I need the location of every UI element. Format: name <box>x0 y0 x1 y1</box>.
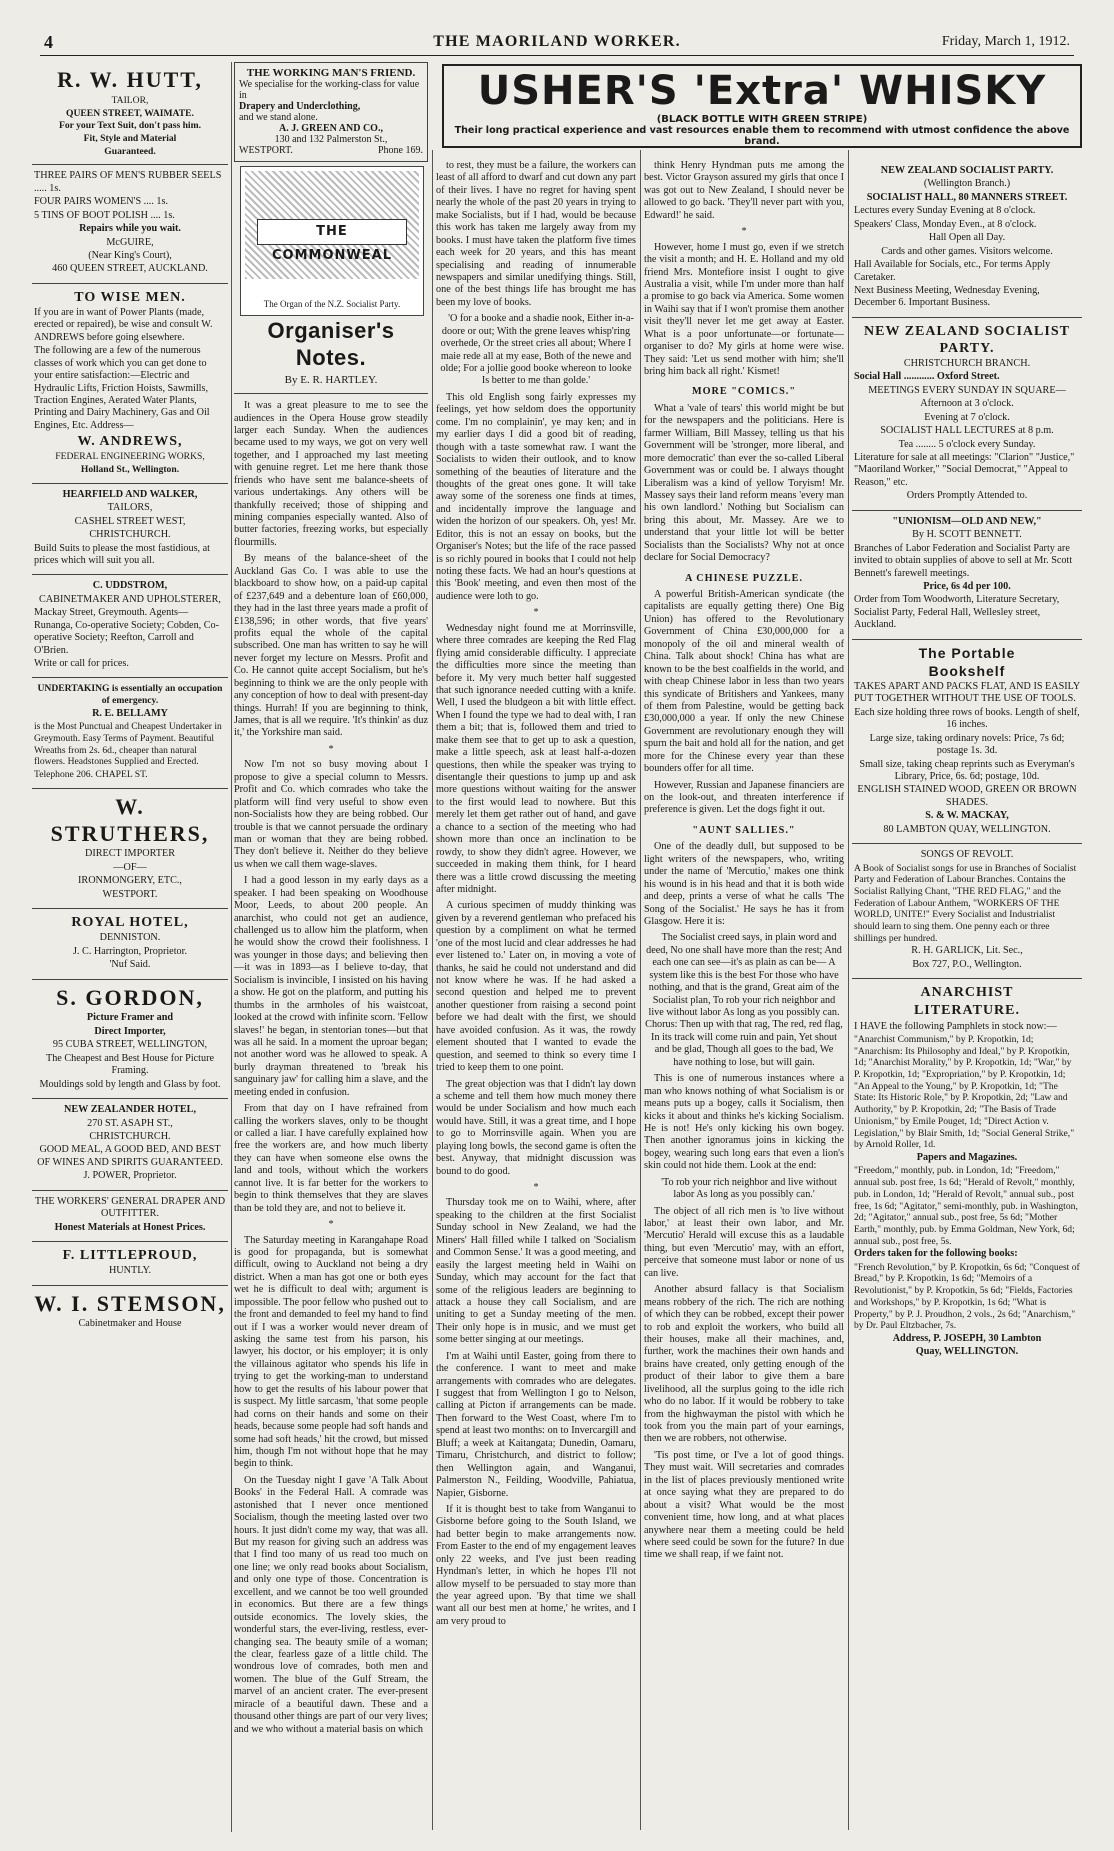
ad-stemson-name: W. I. STEMSON, <box>34 1290 226 1316</box>
ad-bellamy-body: is the Most Punctual and Cheapest Undertaker in Greymouth. Easy Terms of Payment. Beautiful Wreaths from 2s. 6d., cheaper than natural flowers. Headstones Supplied and Erected. <box>34 721 222 768</box>
ad-boots-line3: 5 TINS OF BOOT POLISH .... 1s. <box>34 209 175 221</box>
anarchist-intro: I HAVE the following Pamphlets in stock now:— <box>854 1020 1057 1032</box>
ad-hutt-line3: Guaranteed. <box>104 145 156 157</box>
ad-bellamy-telephone: Telephone 206. <box>34 769 94 781</box>
ad-stemson-trade: Cabinetmaker and House <box>78 1318 182 1330</box>
paragraph: A powerful British-American syndicate (the capitalists are equally getting there) One Big Union) has offered to the Revolutionary Government of China £30,000,000 for a monopoly of the oil and mineral wealth of China. Talk about shock! China has what are known to be the best coalfields in the world, and with cheap Chinese labor in less than two years this syndicate of Britishers and Yankees, many of them from Palestine, would be getting back £30,000,000 a year. If only the new Chinese Government are revolutionary enough they will spurn the bait and hold all for the nation, and get more for the Chinese every year than these bounders offer for all time. <box>644 589 844 775</box>
ad-bellamy-name: R. E. BELLAMY <box>92 707 168 719</box>
ad-royal-proprietor: J. C. Harrington, Proprietor. <box>72 945 188 957</box>
ad-andrews-head: TO WISE MEN. <box>74 289 186 305</box>
bookshelf-head1: The Portable <box>918 644 1016 661</box>
ad-uddstrom-name: C. UDDSTROM, <box>92 580 168 592</box>
paragraph: I'm at Waihi until Easter, going from there to the conference. I want to meet and make arrangements with comrades who are delegates. I suggest that from Wellington I go to Nelson, calling at Picton if arrangements can be made. Then forward to the West Coast, where I'm to spend at least two months: on to Invercargill and Bluff; a week at Kaitangata; Dunedin, Oamaru, Timaru, Christchurch, and district to follow; then Wellington again, and Wanganui, Palmerston N., Feilding, Woodville, Pahiatua, Napier, Gisborne. <box>436 1350 636 1499</box>
section-heading-aunt-sallies: "AUNT SALLIES." <box>692 824 796 836</box>
paragraph: It was a great pleasure to me to see the audiences in the Opera House grow steadily larger each Sunday. When the audiences became used to my ways, we got on very well together, and I approached my last meeting with genuine regret. Let me here thank those friends who have sent me balance-sheets of various undertakings. Any others will be thankfully received; those of shipping and mining companies especially wanted. Also of butter factories, freezing works, but especially flourmills. <box>234 400 428 548</box>
ad-struthers-line1: DIRECT IMPORTER <box>84 848 176 860</box>
ad-andrews-address: Holland St., Wellington. <box>80 464 180 476</box>
ad-working-mans-friend <box>234 62 428 162</box>
chch-line6: Orders Promptly Attended to. <box>906 490 1028 502</box>
nzsp-line1: Lectures every Sunday Evening at 8 o'clock. <box>854 205 1036 217</box>
unionism-head: "UNIONISM—OLD AND NEW," <box>892 515 1042 527</box>
paragraph: Another absurd fallacy is that Socialism means robbery of the rich. The rich are nothing of which they can be robbed, except their power to rob and exploit the workers, who build all their houses, make all their machines, and, further, work the machines their own hands and brains have created, only getting enough of the product of their labor to give them a bare livelihood, all the surplus going to the idle rich who do no labor. If it would be robbery to take from the highwayman the pistol with which he took from you the main part of your earnings, then we are robbers, not otherwise. <box>644 1284 844 1445</box>
nzsp-line4: Cards and other games. Visitors welcome. <box>881 245 1053 257</box>
section-heading-chinese-puzzle: A CHINESE PUZZLE. <box>684 572 804 584</box>
paragraph: However, home I must go, even if we stretch the visit a month; and H. E. Holland and my old friend Mrs. Montefiore insist I ought to give Australia a visit, while I'm under more than half a promise to go back via America. Some women in Waihi say that if I won't promise them another visit they'll never let me get away at Easter. What is a poor unfortunate—or fortunate—organiser to do? My girls at home were wise. They said: 'Let us send mother with him; she'll bring him back all right.' Kismet! <box>644 241 844 377</box>
ad-hearfield-name: HEARFIELD AND WALKER, <box>62 488 198 500</box>
ad-wmf-phone: Phone 169. <box>378 145 423 156</box>
ad-royal-name: ROYAL HOTEL, <box>71 915 189 931</box>
anarchist-head1: ANARCHIST <box>920 985 1014 1001</box>
ad-uddstrom-trade: CABINETMAKER AND UPHOLSTERER, <box>39 593 221 605</box>
paragraph: The great objection was that I didn't lay down a scheme and tell them how much money there would be under Socialism and how much each would have. Still, it was a great time, and I hope to go to Morrinsville again. When you are playing long bowls, the second game is often the best. Anyway, that midnight discussion was bound to do good. <box>436 1078 636 1177</box>
chch-meetings: MEETINGS EVERY SUNDAY IN SQUARE— <box>868 384 1066 396</box>
bookshelf-head2: Bookshelf <box>928 662 1006 679</box>
anarchist-list: "Anarchist Communism," by P. Kropotkin, 1d; "Anarchism: Its Philosophy and Ideal," by P. Kropotkin, 1d; "Anarchist Morality," by P. Kropotkin, 1d; "War," by P. Kropotkin, 1d; "Expropriation," by P. Kropotkin, 1d; "An Appeal to the Young," by P. Kropotkin, 1d; "The State: Its Historic Role," by P. Kropotkin, 2d; "Law and Authority," by P. Kropotkin, 2d; "The Basis of Trade Unionism," by Emile Pouget, 1d; "Direct Action v. Legislation," by Blair Smith, 1d; "Social General Strike," by Arnold Roller, 1d. <box>854 1033 1075 1151</box>
section-star: * <box>533 1182 539 1193</box>
ad-outfitter-body: Honest Materials at Honest Prices. <box>54 1221 206 1233</box>
column-rule <box>640 150 641 1830</box>
nzsp-line2: Speakers' Class, Monday Even., at 8 o'clock. <box>854 218 1037 230</box>
article-byline: By E. R. HARTLEY. <box>284 373 378 386</box>
bookshelf-line1: Each size holding three rows of books. Length of shelf, 16 inches. <box>854 706 1080 731</box>
paragraph: The Saturday meeting in Karangahape Road is good for propaganda, but is somewhat difficult, owing to Auckland not being a dry district. When a man has got one or both eyes wet he is difficult to deal with; argument is impossible. The poor fellow who pushed out to the front and demanded to feel my hand to find out if I was a worker would never dream of asking the same test from his parson, his lawyer, his doctor, or his employer; it is only the villainous agitator who spends his life in trying to get the working-man to understand how to get the results of his labour power that is suspect. My little sarcasm, 'that some people had corns on their hands and some on their heads, because some people had soft hands and some had soft heads,' hit the crowd, but missed him, though I'm not without hope that he may begin to think. <box>234 1234 428 1470</box>
ushers-bottle-note: (BLACK BOTTLE WITH GREEN STRIPE) <box>656 114 868 125</box>
anarchist-address2: Quay, WELLINGTON. <box>915 1346 1019 1358</box>
nzsp-line6: Next Business Meeting, Wednesday Evening, December 6. Important Business. <box>854 284 1040 309</box>
ad-hearfield-trade: TAILORS, <box>107 502 153 514</box>
paragraph: If it is thought best to take from Wanganui to Gisborne before going to the South Island, we had better begin to make arrangements now. From Easter to the end of my engagement leaves only 22 weeks, and I've just been reading Hyndman's letter, in which he hopes I'll not allow myself to be persuaded to stay more than the year agreed upon. 'By that time we shall want all our best men at home,' he writes, and I am very proud to <box>436 1503 636 1627</box>
ad-portable-bookshelf <box>852 640 1082 844</box>
article-headline: Organiser's Notes. <box>267 318 395 370</box>
ad-boots-line1: THREE PAIRS OF MEN'S RUBBER SEELS ..... 1s. <box>34 170 222 194</box>
ad-hutt <box>32 62 228 165</box>
bookshelf-line3: Small size, taking cheap reprints such as Everyman's Library, Price, 6s. 6d; postage, 10d. <box>859 758 1075 782</box>
ad-outfitter-head: THE WORKERS' GENERAL DRAPER AND OUTFITTER. <box>34 1195 226 1220</box>
notice-nzsp-wellington <box>852 160 1082 318</box>
anarchist-head2: LITERATURE. <box>913 1003 1021 1019</box>
ad-hearfield-body: Build Suits to please the most fastidious, at prices which will suit you all. <box>34 542 211 566</box>
ad-gordon-line1: Picture Framer and <box>86 1012 174 1024</box>
ad-outfitter <box>32 1191 228 1242</box>
unionism-order: Order from Tom Woodworth, Literature Secretary, Socialist Party, Federal Hall, Wellesley street, Auckland. <box>854 594 1060 631</box>
column-notices-right <box>852 160 1082 1851</box>
paragraph: One of the deadly dull, but supposed to be light writers of the newspapers, who, writing under the name of 'Mercutio,' makes one think his wound is in his head and that it is both wide and deep, prints a verse of what he calls 'The Song of the Socialist.' He says he has it from Glasgow. Here it is: <box>644 841 844 927</box>
ad-nzhotel-city: CHRISTCHURCH. <box>89 1130 171 1142</box>
article-organisers-notes <box>234 312 428 1851</box>
ad-andrews-body2: The following are a few of the numerous classes of work which you can get done to your entire satisfaction:—Electric and Hydraulic Lifts, Friction Hoists, Sawmills, Traction Engines, Aerated Water Plants, Printing and Dairy Machinery, Gas and Oil Engines, Etc. Address— <box>34 345 210 431</box>
nzsp-branch: (Wellington Branch.) <box>923 178 1011 190</box>
paragraph: A curious specimen of muddy thinking was given by a reverend gentleman who prefaced his question by a compliment on what he termed 'one of the most lucid and clear addresses he had ever listened to.' Later on, in moving a vote of thanks, he said he could not understand and did not know where he was. If he had asked a second question and helped me to prevent another questioner from raising a second point before we had dealt with the first, we should have avoided confusion. As it was, the rowdy element shouted that I wanted to evade the question, and seemed to think so every time I tried to keep them to one point. <box>436 900 636 1074</box>
ad-andrews-firm: FEDERAL ENGINEERING WORKS, <box>55 451 205 463</box>
ad-boots-line4: Repairs while you wait. <box>79 223 181 235</box>
column-rule <box>848 150 849 1830</box>
ad-boots-name: McGUIRE, <box>106 236 154 248</box>
unionism-body: Branches of Labor Federation and Socialist Party are invited to obtain supplies of above to sell at Mr. Scott Bennett's farewell meetings. <box>854 542 1073 579</box>
ushers-tagline: Their long practical experience and vast resources enable them to recommend with utmost confidence the above brand. <box>454 125 1070 147</box>
section-star: * <box>741 226 747 238</box>
ad-hutt-line2: Fit, Style and Material <box>83 132 177 144</box>
ushers-brand: USHER'S 'Extra' WHISKY <box>477 68 1047 114</box>
unionism-author: By H. SCOTT BENNETT. <box>912 529 1022 541</box>
chch-hall: Social Hall ............ Oxford Street. <box>854 371 1000 383</box>
paragraph: 'Tis post time, or I've a lot of good things. They must wait. Will secretaries and comrades in the list of places previously mentioned write at once saying what they are prepared to do about a visit? What would be the most convenient time, how long, and at what places anywhere near them a meeting could be held where seed could be sown for the future? In due time we shall reap, if we faint not. <box>644 1449 844 1561</box>
ad-littleproud-name: F. LITTLEPROUD, <box>62 1248 198 1264</box>
ad-wmf-address: 130 and 132 Palmerston St., <box>274 134 388 145</box>
ad-uddstrom-foot: Write or call for prices. <box>34 658 129 670</box>
ad-stemson <box>32 1286 228 1338</box>
ad-wmf-line2: Drapery and Underclothing, <box>239 101 361 112</box>
paragraph: From that day on I have refrained from calling the workers slaves, only to be thought or called a liar. I have carefully explained how free the workers are, and how much liberty they can have when someone else owns the land and tools, without which the workers cannot live. It is far better for the workers to begin to think themselves that they are slaves than be told they are, and not to believe it. <box>234 1103 428 1214</box>
section-star: * <box>328 743 334 755</box>
ad-nzhotel-body: GOOD MEAL, A GOOD BED, AND BEST OF WINES AND SPIRITS GUARANTEED. <box>37 1144 223 1168</box>
anarchist-papers-head: Papers and Magazines. <box>916 1151 1018 1163</box>
article-column-4 <box>644 160 844 1851</box>
ad-bellamy-street: CHAPEL ST. <box>95 769 148 781</box>
divider <box>234 393 428 394</box>
section-star: * <box>533 607 539 619</box>
anarchist-orders-head: Orders taken for the following books: <box>854 1248 1018 1260</box>
ad-nzhotel-name: NEW ZEALANDER HOTEL, <box>64 1104 196 1116</box>
chch-head: NEW ZEALAND SOCIALIST PARTY. <box>864 323 1070 356</box>
anarchist-books: "French Revolution," by P. Kropotkin, 6s 6d; "Conquest of Bread," by P. Kropotkin, 1s 6d; "Memoirs of a Revolutionist," by P. Kropotkin, 5s 6d; "Fields, Factories and Workshops," by P. Kropotkin, 1s 6d; "What is Property," by P. J. Proudhon, 2 vols., 2s 6d; "Anarchism," by Dr. Paul Eltzbacher, 7s. <box>854 1261 1080 1332</box>
logo-caption: The Organ of the N.Z. Socialist Party. <box>263 299 401 309</box>
ad-nzhotel-proprietor: J. POWER, Proprietor. <box>83 1170 177 1182</box>
ad-struthers-name: W. STRUTHERS, <box>50 793 210 846</box>
ad-wmf-head: THE WORKING MAN'S FRIEND. <box>246 67 416 79</box>
ad-struthers-line2: —OF— <box>113 861 147 873</box>
nzsp-line3: Hall Open all Day. <box>928 232 1006 244</box>
column-rule <box>231 62 232 1832</box>
ad-hearfield <box>32 484 228 576</box>
ad-boots-near: (Near King's Court), <box>88 249 172 261</box>
paragraph: This old English song fairly expresses my feelings, yet how seldom does the opportunity come. I'm no complainin', ye may ken; and in my earlier days I did a good bit of reading, though with a taste somewhat raw. I want the Socialists to widen their outlook, and to know something of the beauties of literature and the thoughts of the great ones gone. It will take away some of the soreness one finds at times, and incidentally improve the language and widen the horizon of our speakers. Oh, yes! Mr. Editor, this is not an essay on books, but the Organiser's Notes; but the life of the race passed is so richly poured in books that I could not help noting these facts. We had an hour's questions at this 'Book' meeting, and even then most of the audience were loth to go. <box>436 391 636 602</box>
bookshelf-line2: Large size, taking ordinary novels: Price, 7s 6d; postage 1s. 3d. <box>869 732 1065 757</box>
section-heading-comics: MORE "COMICS." <box>692 386 796 398</box>
ad-wmf-city: WESTPORT. <box>239 145 293 156</box>
ad-boots-address: 460 QUEEN STREET, AUCKLAND. <box>52 263 208 275</box>
ad-royal-foot: 'Nuf Said. <box>109 959 151 971</box>
ad-hutt-street: QUEEN STREET, WAIMATE. <box>66 107 194 119</box>
paragraph: to rest, they must be a failure, the workers can least of all afford to dwarf and cut down any part of their lives. I have no regret for having spent nearly the whole of the past 20 years in trying to make Socialists, but if I had, would be because this work has taken me largely away from my books. I must have taken the platform five times each week for 20 years, and this has meant specialising and reading of innumerable newspapers and similar unedifying things. Still, one of the best things life has brought me has been my love of books. <box>436 160 636 308</box>
nzsp-head: NEW ZEALAND SOCIALIST PARTY. <box>880 165 1054 176</box>
chch-line3: SOCIALIST HALL LECTURES at 8 p.m. <box>880 425 1054 437</box>
logo-banner: THE COMMONWEAL <box>257 219 407 245</box>
paragraph: Wednesday night found me at Morrinsville, where three comrades are keeping the Red Flag flying amid considerable difficulty. I appreciate the difficulties more since the meeting than before it. My very much better half suggested that such ignorance needed cutting with a knife. Well, I used the bludgeon a bit with little effect. When I found the type we had to deal with, I ran them a bit; that is, followed them and tried to make them see that to get up to ask a question, make a little speech, ask at least half-a-dozen questions, then while the speaker was trying to disentangle their questions to jump up and ask more questions without waiting for the answer to the first would lead to nowhere. But this merely let them get rather out of hand, and gave a chance to a section of the meeting who had shown more than once an inclination to be rowdy, to show they didn't agree. However, we succeeded in making them think, for I heard there was a little crowd discussing the meeting after midnight. <box>436 622 636 895</box>
unionism-price: Price, 6s 4d per 100. <box>923 580 1011 592</box>
ad-hutt-trade: TAILOR, <box>111 94 149 106</box>
paragraph: think Henry Hyndman puts me among the best. Victor Grayson assured my girls that once I was got out to New Zealand, I should never be allowed to go back. 'They'll never part with you, Edward!' he said. <box>644 160 844 221</box>
chch-line4: Tea ........ 5 o'clock every Sunday. <box>898 438 1036 450</box>
ad-gordon-address: 95 CUBA STREET, WELLINGTON, <box>52 1039 208 1051</box>
ad-gordon-foot: Mouldings sold by length and Glass by foot. <box>39 1078 221 1090</box>
commonweal-logo <box>240 166 424 316</box>
paragraph: What a 'vale of tears' this world might be but for the newspapers and the politicians. Here is farmer William, Bill Massey, telling us that his Government will be 'stronger, more liberal, and more democratic' than ever the so-called Liberal Government was or could be. I always thought Liberalism was a kind of yellow Toryism! Mr. Massey says their land reform means 'every man his own landlord.' Nothing but Socialism can bring this about, Mr. Massey. Are we to understand that your little lot will be better Socialists than the Socialists? Why not at once declare for Social Democracy? <box>644 402 844 564</box>
ad-nzhotel-street: 270 ST. ASAPH ST., <box>87 1117 173 1129</box>
ad-gordon-name: S. GORDON, <box>56 984 204 1010</box>
poem: The Socialist creed says, in plain word and deed, No one shall have more than the rest; And each one can see—it's as plain as can be— A system like this is the best For those who have nothing, and that is the grand, Great aim of the Socialist plan, To rob your rich neighbor and live without labor As long as you possibly can. Chorus: Then up with that rag, The red, red flag, In its track will come ruin and pain, Yet shout and be glad, Though all goes to the bad, We have nothing to lose, but will gain. <box>645 932 843 1068</box>
nzsp-hall: SOCIALIST HALL, 80 MANNERS STREET. <box>866 191 1068 203</box>
bookshelf-body: TAKES APART AND PACKS FLAT, AND IS EASILY PUT TOGETHER WITHOUT THE USE OF TOOLS. <box>854 680 1080 705</box>
chch-line2: Evening at 7 o'clock. <box>924 411 1010 423</box>
paragraph: I had a good lesson in my early days as a speaker. I had been speaking on Woodhouse Moor, Leeds, to about 200 people. An anarchist, who could not get an audience, challenged us to allow him the platform, when he would show the crowd their foolishness. I was younger in those days; and believing then—it was in 1893—as I believe to-day, that Socialism is invincible, I insisted on his having a show. He got on the platform, and putting his thumbs in the armholes of his waistcoat, looked at the crowd with infinite scorn. 'Fellow slaves!' he began, in stentorian tones—but that was all he said. In a moment the uproar began; not another word was he allowed to speak. A burly drayman threatened to 'break his sanguinary jaw' for calling him a slave, and the meeting ended in confusion. <box>234 875 428 1098</box>
newspaper-title: THE MAORILAND WORKER. <box>433 33 681 50</box>
songs-secretary: R. H. GARLICK, Lit. Sec., <box>911 945 1023 957</box>
paragraph: On the Tuesday night I gave 'A Talk About Books' in the Federal Hall. A comrade was astonished that I never once mentioned Socialism, though the meeting lasted over two hours. It just didn't come my way, that was all. But my reason for giving such an address was that I find too many of us read too much on one line; we only read books about Socialism, and only one type of those. Concentration is excellent, and we cannot be too well grounded in economics. But there are a few things outside economics. The lovely skies, the wonderful stars, the ever-living, restless, ever-changing sea. The beauty smile of a woman; the clear, fearless gaze of a little child. The wondrous love of comrades, both men and women. The blue of the Gulf Stream, the marvel of an ancient crater. The ever-present miracle of a beautiful dawn. These and a thousand other things are part of our very lives; and we who without a material basis on which <box>234 1474 428 1735</box>
chch-line5: Literature for sale at all meetings: "Clarion" "Justice," "Maoriland Worker," "Social Democrat," "Appeal to Reason," etc. <box>854 452 1075 488</box>
ad-hutt-line1: For your Text Suit, don't pass him. <box>59 120 201 132</box>
songs-box: Box 727, P.O., Wellington. <box>912 958 1022 970</box>
paragraph: However, Russian and Japanese financiers are on the look-out, and threaten interference if preference is given. Let the dogs fight it out. <box>644 779 844 816</box>
notice-songs-of-revolt <box>852 844 1082 979</box>
ad-hutt-name: R. W. HUTT, <box>57 67 203 92</box>
quote: 'To rob your rich neighbor and live without labor As long as you possibly can.' <box>661 1176 837 1201</box>
songs-body: A Book of Socialist songs for use in Branches of Socialist Party and Federation of Labour Branches. Contains the Socialist Rallying Chant, "THE RED FLAG," and the Federation of Labour Anthem, "WORKERS OF THE WORLD, UNITE!" Every Socialist and Industrialist should learn to sing them. One penny each or three shillings per hundred. <box>854 862 1077 944</box>
ad-littleproud-town: HUNTLY. <box>108 1265 152 1277</box>
ad-struthers <box>32 789 228 909</box>
ad-hearfield-city: CHRISTCHURCH. <box>89 529 171 541</box>
page-number: 4 <box>44 32 53 52</box>
ad-uddstrom <box>32 575 228 678</box>
bookshelf-address: 80 LAMBTON QUAY, WELLINGTON. <box>883 823 1051 835</box>
poem: 'O for a booke and a shadie nook, Either in-a-doore or out; With the grene leaves whisp'ring overhede, Or the street cries all about; Where I maie rede all at my ease, Both of the newe and olde; For a jollie good booke whereon to looke Is better to me than golde.' <box>440 313 634 387</box>
paragraph: The object of all rich men is 'to live without labor,' at least their own labor, and Mr. 'Mercutio' Herald will excuse this as a laudable thing, but even 'Mercutio' may, with an effort, perceive that someone must labor or none of us can live. <box>644 1205 844 1279</box>
ad-wmf-line3: and we stand alone. <box>239 112 318 123</box>
notice-anarchist-literature <box>852 979 1082 1366</box>
ad-ushers-whisky <box>442 64 1082 148</box>
paragraph: Now I'm not so busy moving about I propose to give a special column to Messrs. Profit and Co. which comrades who take the platform will find very useful to show even non-Socialists how they are being robbed. Our trouble is that we cannot persuade the ordinary man or woman that they are being robbed. They don't believe it. Neither do they believe us when we call them wage-slaves. <box>234 759 428 870</box>
ad-wmf-name: A. J. GREEN AND CO., <box>279 123 383 134</box>
nzsp-line5: Hall Available for Socials, etc., For terms Apply Caretaker. <box>854 259 1051 283</box>
ad-gordon-body: The Cheapest and Best House for Picture Framing. <box>45 1052 215 1077</box>
anarchist-papers: "Freedom," monthly, pub. in London, 1d; "Freedom," annual sub. post free, 1s 6d; "Herald of Revolt," monthly, pub. in London, 1d; "Herald of Revolt," annual sub., post free, 1s 6d; "Agitator," semi-monthly, pub. in Washington, 2d; "Agitator," annual sub., post free, 5s 6d; "Mother Earth," monthly, pub. by Emma Goldman, New York, 6d; annual sub., post free, 5s. <box>854 1165 1078 1247</box>
ad-andrews-name: W. ANDREWS, <box>77 434 183 450</box>
bookshelf-line4: ENGLISH STAINED WOOD, GREEN OR BROWN SHADES. <box>857 784 1077 808</box>
ad-struthers-line4: WESTPORT. <box>102 888 158 900</box>
ad-wmf-line1: We specialise for the working-class for value in <box>239 79 420 101</box>
ad-royal-town: DENNISTON. <box>99 932 161 944</box>
ad-struthers-line3: IRONMONGERY, ETC., <box>78 875 182 887</box>
article-column-3 <box>436 160 636 1851</box>
ad-royal-hotel <box>32 909 228 979</box>
ad-bellamy-head: UNDERTAKING is essentially an occupation of emergency. <box>37 683 223 707</box>
ad-nz-hotel <box>32 1099 228 1191</box>
column-ads-left <box>32 62 228 1837</box>
masthead <box>40 30 1074 56</box>
ad-hearfield-street: CASHEL STREET WEST, <box>74 515 186 527</box>
paragraph: By means of the balance-sheet of the Auckland Gas Co. I was able to use the blackboard to show how, on a paid-up capital of £237,649 and a debenture loan of £60,000, they had in the last three years made a profit of £138,596; in other words, that five years' profits equal the whole of the capital subscribed. One man has written to say he will never forget my lecture on Messrs. Profit and Co. He cannot quite accept Socialism, but he's beginning to think we are the only people with any conception of how to deal with present-day things. Hurrah! If you are beginning to think, James, that is all we require. 'It's thinkin' as duz it,' the Yorkshire man said. <box>234 553 428 739</box>
ad-gordon-line2: Direct Importer, <box>94 1025 166 1037</box>
chch-line1: Afternoon at 3 o'clock. <box>920 398 1014 410</box>
notice-unionism <box>852 511 1082 640</box>
anarchist-address1: Address, P. JOSEPH, 30 Lambton <box>892 1333 1042 1344</box>
songs-head: SONGS OF REVOLT. <box>920 849 1014 861</box>
paragraph: This is one of numerous instances where a man who knows nothing of what Socialism is or means puts up a bogey, calls it Socialism, then kicks it about and thinks he's kicking Socialism. He is not! He's only kicking his own bogey. Then another ignoramus joins in kicking the bogey, wearing such long ears that even a lion's skin could not hide them. Look at the end: <box>644 1073 844 1172</box>
notice-nzsp-christchurch <box>852 318 1082 511</box>
bookshelf-seller: S. & W. MACKAY, <box>925 810 1009 822</box>
section-star: * <box>328 1219 334 1231</box>
ad-boots-line2: FOUR PAIRS WOMEN'S .... 1s. <box>34 196 169 208</box>
column-rule <box>432 150 433 1830</box>
paragraph: Thursday took me on to Waihi, where, after speaking to the children at the first Socialist Sunday school in New Zealand, we had the Miners' Hall filled while I talked on 'Socialism and Common Sense.' It was a good meeting, and easily the largest meeting held in Waihi on Sunday, which may account for the fact that some of the religious leaders are beginning to attack a house they call Socialism, and are uniting to get a Sunday meeting of the men. Their only hope is in music, and we must get some better singing at our meetings. <box>436 1197 636 1346</box>
ad-bellamy <box>32 678 228 788</box>
ad-gordon <box>32 980 228 1099</box>
ad-andrews-body: If you are in want of Power Plants (made, erected or repaired), be wise and consult W. ANDREWS before going elsewhere. <box>34 306 213 343</box>
ad-mcguire <box>32 165 228 284</box>
ad-littleproud <box>32 1242 228 1286</box>
ad-uddstrom-body: Mackay Street, Greymouth. Agents—Runanga, Co-operative Society; Cobden, Co-operative Society; Reefton, Carroll and O'Brien. <box>34 607 220 656</box>
issue-date: Friday, March 1, 1912. <box>941 34 1070 49</box>
ad-andrews <box>32 284 228 484</box>
chch-branch: CHRISTCHURCH BRANCH. <box>903 357 1031 369</box>
